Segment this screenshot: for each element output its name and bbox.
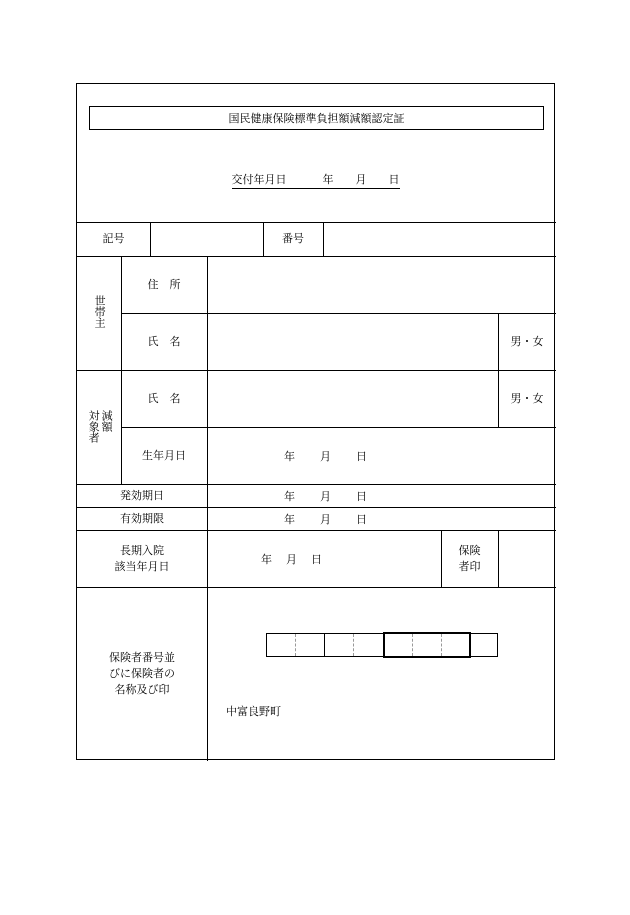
insurer-seal-field — [499, 531, 554, 586]
issue-year-label: 年 — [322, 173, 334, 186]
subject-sex-label: 男・女 — [510, 391, 544, 405]
birthdate-label: 生年月日 — [142, 448, 186, 462]
subject-name-field[interactable] — [208, 371, 497, 426]
expiry-date-field[interactable]: 年 月 日 — [284, 512, 367, 526]
bangou-label: 番号 — [282, 232, 304, 246]
issue-month-label: 月 — [355, 173, 367, 186]
insurer-number-highlight — [383, 632, 471, 658]
householder-name-label: 氏 名 — [147, 334, 181, 348]
insurer-info-label: 保険者番号並 びに保険者の 名称及び印 — [109, 651, 175, 696]
effective-date-field[interactable]: 年 月 日 — [284, 489, 367, 503]
householder-group-label: 世帯主 — [93, 295, 107, 328]
subject-group-label: 対象者 — [87, 410, 101, 443]
address-field[interactable] — [208, 257, 554, 312]
digit-divider — [324, 634, 325, 656]
digit-divider — [353, 634, 354, 656]
issue-date-line — [77, 171, 554, 189]
insurer-town-name: 中富良野町 — [226, 705, 281, 718]
certificate-title: 国民健康保険標準負担額減額認定証 — [89, 106, 544, 130]
issue-day-label: 日 — [388, 173, 400, 186]
bangou-field[interactable] — [324, 223, 554, 255]
kigou-field[interactable] — [151, 223, 262, 255]
long-term-admission-field[interactable]: 年 月 日 — [261, 552, 322, 566]
issue-date-label: 交付年月日 — [231, 173, 287, 186]
insurer-seal-label: 保険 者印 — [458, 543, 481, 573]
expiry-date-label: 有効期限 — [120, 511, 164, 525]
householder-name-field[interactable] — [208, 314, 497, 369]
birthdate-field[interactable]: 年 月 日 — [284, 449, 367, 463]
address-label: 住 所 — [147, 277, 181, 291]
subject-name-label: 氏 名 — [147, 391, 181, 405]
householder-sex-label: 男・女 — [510, 334, 544, 348]
certificate-card — [76, 83, 555, 760]
kigou-label: 記号 — [102, 232, 125, 246]
reduction-group-label: 減額 — [100, 410, 114, 432]
digit-divider — [295, 634, 296, 656]
effective-date-label: 発効期日 — [120, 488, 164, 502]
insurer-number-boxes[interactable] — [266, 633, 498, 657]
long-term-admission-label: 長期入院 該当年月日 — [114, 543, 170, 573]
